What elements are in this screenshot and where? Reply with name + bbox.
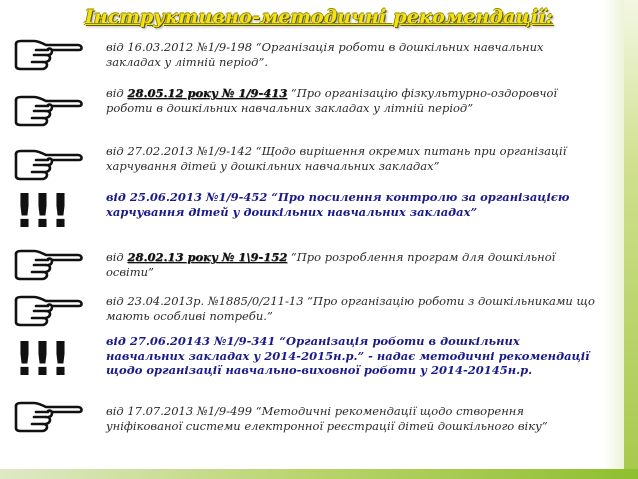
recommendation-item — [106, 334, 600, 378]
pointing-hand-icon — [12, 94, 86, 128]
recommendation-text: від 16.03.2012 №1/9-198 “Організація роботи в дошкільних навчальних закладах у літній період”. — [106, 40, 544, 69]
recommendation-text: “Про організацію фізкультурно-оздоровчої роботи в дошкільних навчальних закладах у літній період” — [106, 86, 558, 115]
recommendation-text: від 27.02.2013 №1/9-142 “Щодо вирішення окремих питань при організації харчування дітей у дошкільних навчальних закладах” — [106, 144, 567, 173]
recommendation-item — [106, 144, 600, 173]
recommendation-reference: 28.05.12 року № 1/9-413 — [127, 86, 288, 100]
slide-title: Інструктивно-методичні рекомендації: — [84, 6, 554, 28]
recommendation-prefix: від — [106, 250, 128, 264]
recommendation-item — [106, 294, 600, 323]
decorative-side-bar — [624, 0, 638, 479]
decorative-bottom-bar — [0, 469, 638, 479]
recommendation-text: від 23.04.2013р. №1885/0/211-13 “Про організацію роботи з дошкільниками що мають особливі потреби.” — [106, 294, 595, 323]
recommendation-text: “Про розроблення програм для дошкільної освіти” — [106, 250, 556, 279]
recommendation-item — [106, 86, 600, 115]
exclamation-marker: !!! — [14, 184, 68, 238]
recommendation-item — [106, 250, 600, 279]
recommendation-prefix: від — [106, 86, 128, 100]
recommendation-item — [106, 190, 600, 219]
pointing-hand-icon — [12, 248, 86, 282]
recommendation-item — [106, 404, 600, 433]
pointing-hand-icon — [12, 400, 86, 434]
recommendation-text: від 17.07.2013 №1/9-499 “Методичні рекомендації щодо створення уніфікованої системи електронної реєстрації дітей дошкільного віку” — [106, 404, 548, 433]
pointing-hand-icon — [12, 38, 86, 72]
recommendation-text: від 25.06.2013 №1/9-452 “Про посилення контролю за організацією харчування дітей у дошкільних навчальних закладах” — [106, 190, 570, 219]
pointing-hand-icon — [12, 294, 86, 328]
recommendation-item — [106, 40, 600, 69]
recommendation-text: від 27.06.20143 №1/9-341 “Організація роботи в дошкільних навчальних закладах у 2014-2015н.р.” - надає методичні рекомендації щодо організації навчально-виховної роботи у 2014-20145н.р. — [106, 334, 590, 377]
recommendation-reference: 28.02.13 року № 1\9-152 — [127, 250, 288, 264]
pointing-hand-icon — [12, 148, 86, 182]
exclamation-marker: !!! — [14, 332, 68, 386]
